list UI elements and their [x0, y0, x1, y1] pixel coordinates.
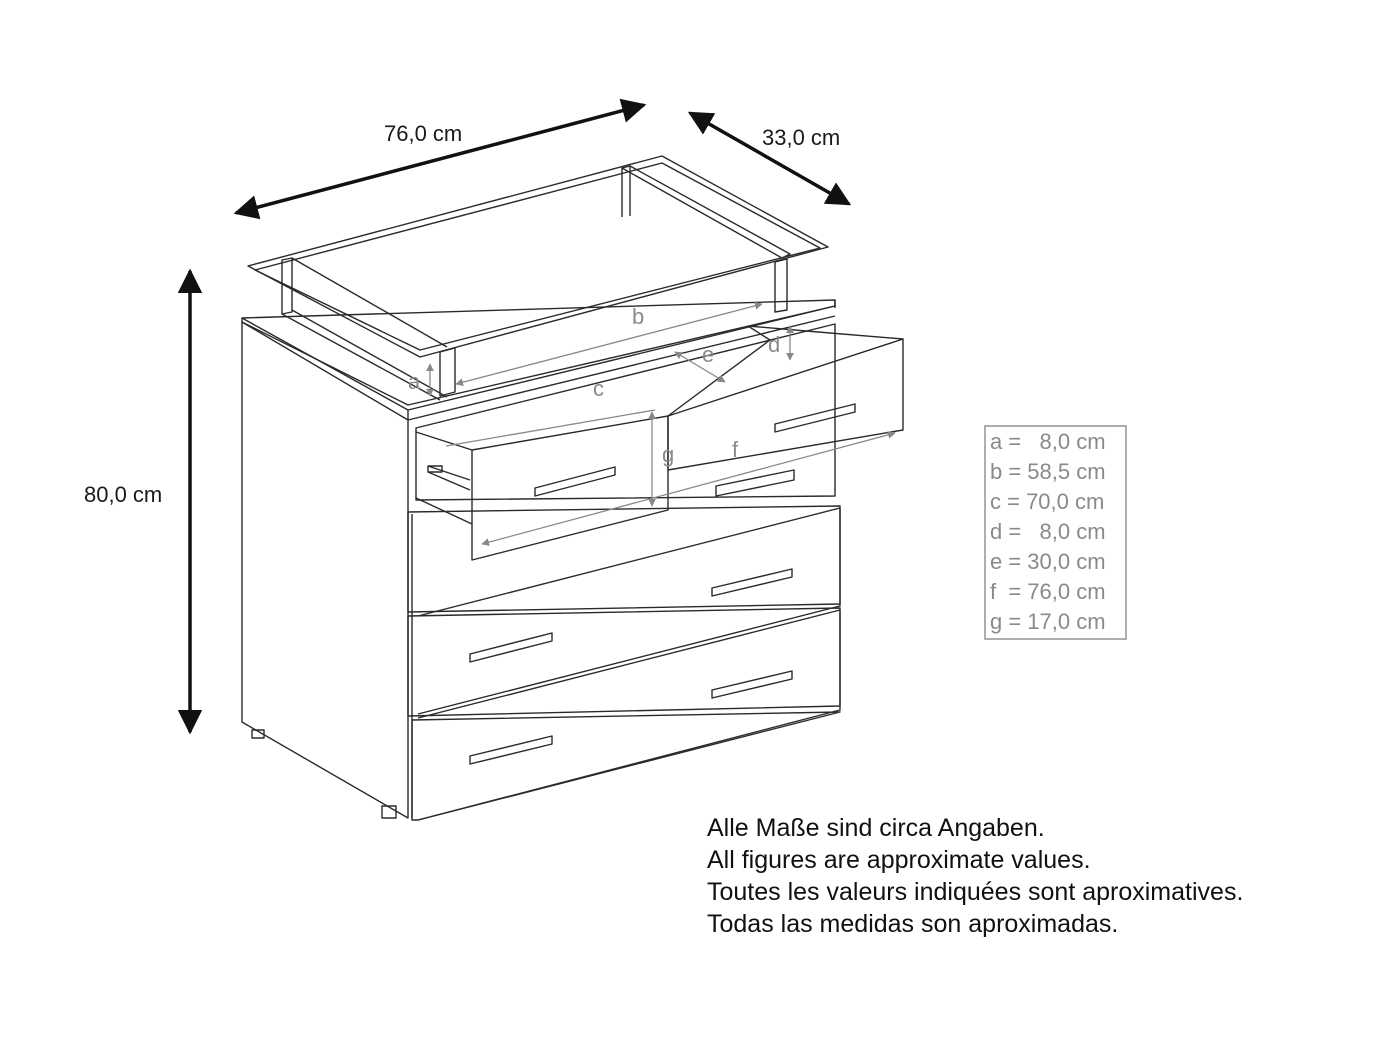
measurement-legend — [985, 426, 1126, 639]
inner-label-a: a — [408, 369, 421, 394]
disclaimer-french: Toutes les valeurs indiquées sont aproximatives. — [707, 878, 1244, 906]
inner-label-d: d — [768, 332, 781, 357]
inner-label-g: g — [662, 442, 675, 467]
drawer-handle — [775, 404, 855, 432]
inner-label-c: c — [593, 376, 604, 401]
disclaimer-english: All figures are approximate values. — [707, 846, 1091, 874]
disclaimer-german: Alle Maße sind circa Angaben. — [707, 814, 1045, 842]
legend-row: g = 17,0 cm — [990, 609, 1106, 634]
inner-label-e: e — [702, 342, 715, 367]
legend-row: d = 8,0 cm — [990, 519, 1106, 544]
legend-row: f = 76,0 cm — [990, 579, 1106, 604]
dresser-body — [242, 156, 903, 820]
dresser-top — [242, 300, 835, 405]
legend-row: b = 58,5 cm — [990, 459, 1106, 484]
inner-label-b: b — [632, 304, 645, 329]
legend-row: c = 70,0 cm — [990, 489, 1105, 514]
drawer-handle — [712, 569, 792, 596]
disclaimer-spanish: Todas las medidas son aproximadas. — [707, 910, 1119, 938]
inner-label-f: f — [732, 437, 739, 462]
legend-row: a = 8,0 cm — [990, 429, 1106, 454]
drawer-handle — [535, 467, 615, 496]
width-label: 76,0 cm — [384, 121, 463, 146]
depth-label: 33,0 cm — [762, 125, 841, 150]
height-label: 80,0 cm — [84, 482, 163, 507]
legend-row: e = 30,0 cm — [990, 549, 1106, 574]
disclaimer-block — [707, 812, 1243, 940]
drawer-handle — [712, 671, 792, 698]
drawer-handle — [470, 736, 552, 764]
drawer-handle — [470, 633, 552, 662]
